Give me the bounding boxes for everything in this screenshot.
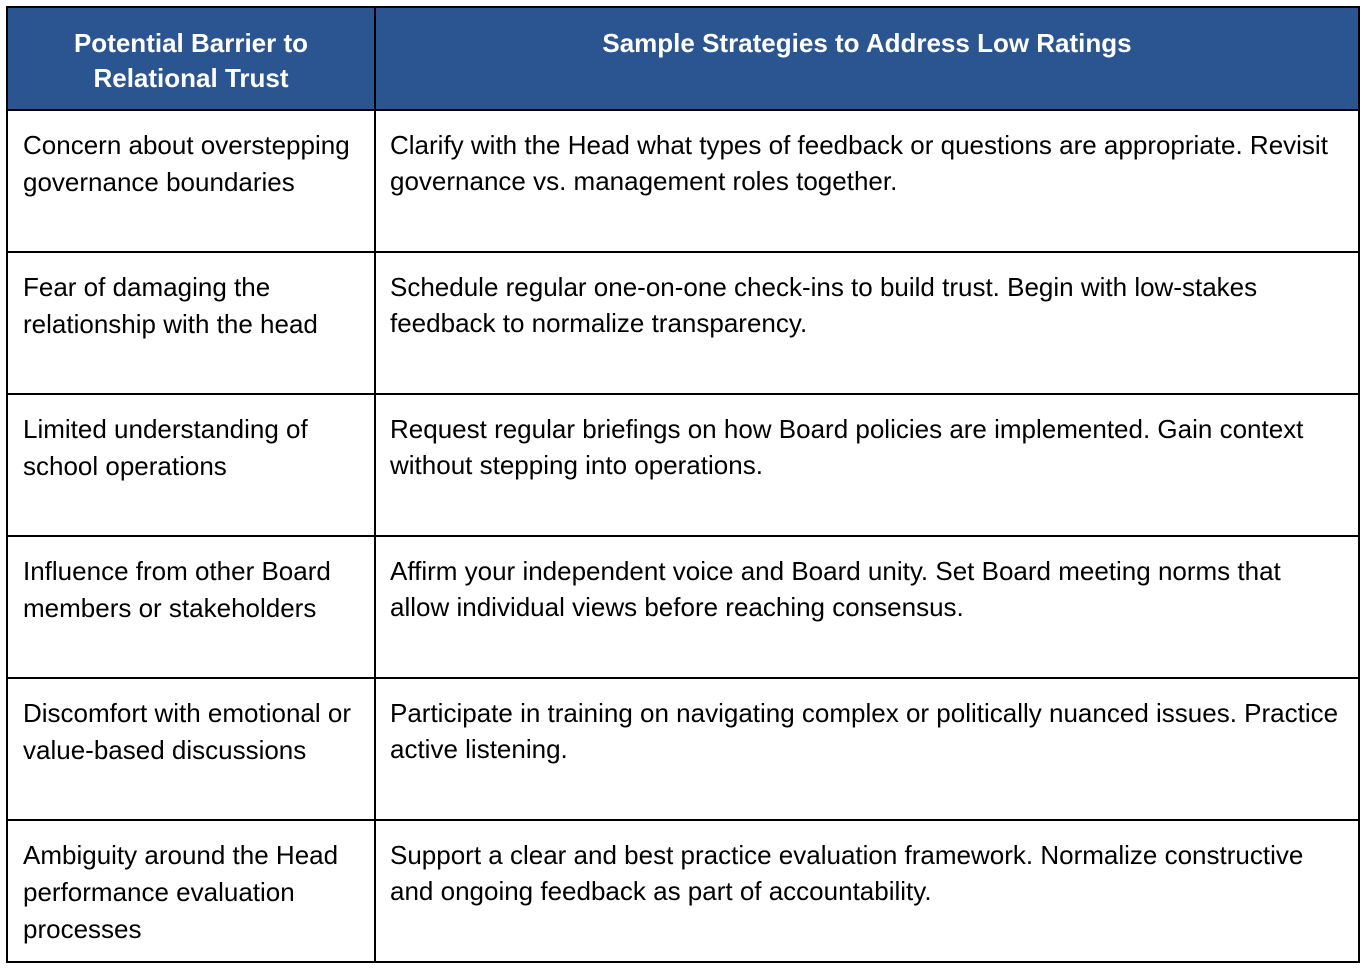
table-row [7, 536, 1359, 678]
table-row [7, 394, 1359, 536]
header-strategy: Sample Strategies to Address Low Ratings [375, 7, 1359, 110]
barrier-cell: Ambiguity around the Head performance evaluation processes [7, 820, 375, 962]
header-barrier: Potential Barrier to Relational Trust [7, 7, 375, 110]
strategy-cell: Support a clear and best practice evaluation framework. Normalize constructive and ongoing feedback as part of accountability. [375, 820, 1359, 962]
barriers-strategies-table [6, 6, 1360, 963]
barrier-cell: Fear of damaging the relationship with the head [7, 252, 375, 394]
barrier-cell: Limited understanding of school operations [7, 394, 375, 536]
table-row [7, 252, 1359, 394]
barrier-cell: Influence from other Board members or stakeholders [7, 536, 375, 678]
table-row [7, 820, 1359, 962]
table-row [7, 678, 1359, 820]
strategy-cell: Request regular briefings on how Board policies are implemented. Gain context without stepping into operations. [375, 394, 1359, 536]
barrier-cell: Concern about overstepping governance boundaries [7, 110, 375, 252]
strategy-cell: Affirm your independent voice and Board unity. Set Board meeting norms that allow individual views before reaching consensus. [375, 536, 1359, 678]
table-header-row [7, 7, 1359, 110]
strategy-cell: Clarify with the Head what types of feedback or questions are appropriate. Revisit governance vs. management roles together. [375, 110, 1359, 252]
strategy-cell: Schedule regular one-on-one check-ins to build trust. Begin with low-stakes feedback to normalize transparency. [375, 252, 1359, 394]
barrier-cell: Discomfort with emotional or value-based discussions [7, 678, 375, 820]
table-row [7, 110, 1359, 252]
strategy-cell: Participate in training on navigating complex or politically nuanced issues. Practice active listening. [375, 678, 1359, 820]
